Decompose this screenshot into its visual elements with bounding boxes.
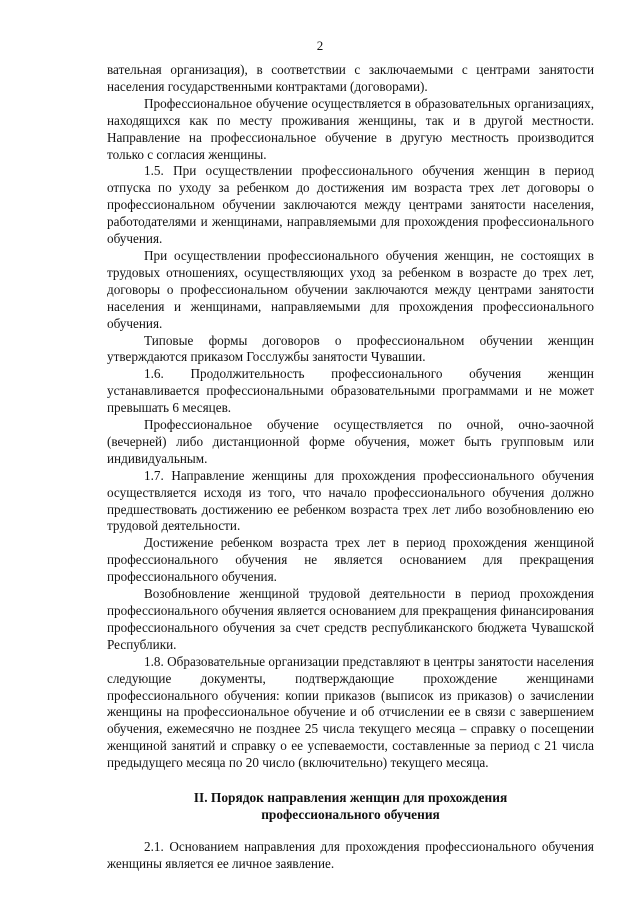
paragraph: Профессиональное обучение осуществляется в образовательных организациях, находящихся как по месту проживания женщины, так и в другой местности. Направление на профессиональное обучение в другую местность производится только с согласия женщины. <box>107 95 594 162</box>
document-body <box>107 62 594 873</box>
paragraph: Возобновление женщиной трудовой деятельности в период прохождения профессионального обучения является основанием для прекращения финансирования профессионального обучения за счет средств республиканского бюджета Чувашской Республики. <box>107 586 594 652</box>
paragraph: вательная организация), в соответствии с заключаемыми с центрами занятости населения государственными контрактами (договорами). <box>107 62 594 94</box>
paragraph: Типовые формы договоров о профессиональном обучении женщин утверждаются приказом Госслужбы занятости Чувашии. <box>107 332 594 365</box>
paragraph-clause-2-1: 2.1. Основанием направления для прохождения профессионального обучения женщины является ее личное заявление. <box>107 839 594 871</box>
paragraph-clause-1-8: 1.8. Образовательные организации представляют в центры занятости населения следующие документы, подтверждающие прохождение женщинами профессионального обучения: копии приказов (выписок из приказов) о зачислении женщины на профессиональное обучение и об отчислении ее в связи с завершением обучения, ежемесячно не позднее 25 числа текущего месяца – справку о посещении женщиной занятий и справку о ее успеваемости, составленные за период с 21 числа предыдущего месяца по 20 число (включительно) текущего месяца. <box>107 653 594 771</box>
paragraph-clause-1-7: 1.7. Направление женщины для прохождения профессионального обучения осуществляется исходя из того, что начало профессионального обучения должно предшествовать достижению ее ребенком возраста трех лет либо возобновлению ею трудовой деятельности. <box>107 467 594 534</box>
section-heading <box>107 789 594 823</box>
section-heading-line-1: II. Порядок направления женщин для прохождения <box>193 790 508 806</box>
paragraph-clause-1-5: 1.5. При осуществлении профессионального обучения женщин в период отпуска по уходу за ребенком до достижения им возраста трех лет договоры о профессиональном обучении заключаются между центрами занятости населения, работодателями и женщинами, направляемыми для прохождения профессионального обучения. <box>107 163 594 247</box>
paragraph: При осуществлении профессионального обучения женщин, не состоящих в трудовых отношениях, осуществляющих уход за ребенком в возрасте до трех лет, договоры о профессиональном обучении заключаются между центрами занятости населения и женщинами, направляемыми для прохождения профессионального обучения. <box>107 247 594 331</box>
section-heading-line-2: профессионального обучения <box>261 807 440 823</box>
page-number: 2 <box>316 38 324 53</box>
paragraph: Достижение ребенком возраста трех лет в период прохождения женщиной профессионального обучения не является основанием для прекращения профессионального обучения. <box>107 535 594 585</box>
paragraph: Профессиональное обучение осуществляется по очной, очно-заочной (вечерней) либо дистанционной форме обучения, может быть групповым или индивидуальным. <box>107 417 594 466</box>
paragraph-clause-1-6: 1.6. Продолжительность профессионального обучения женщин устанавливается профессиональными образовательными программами и не может превышать 6 месяцев. <box>107 366 594 416</box>
